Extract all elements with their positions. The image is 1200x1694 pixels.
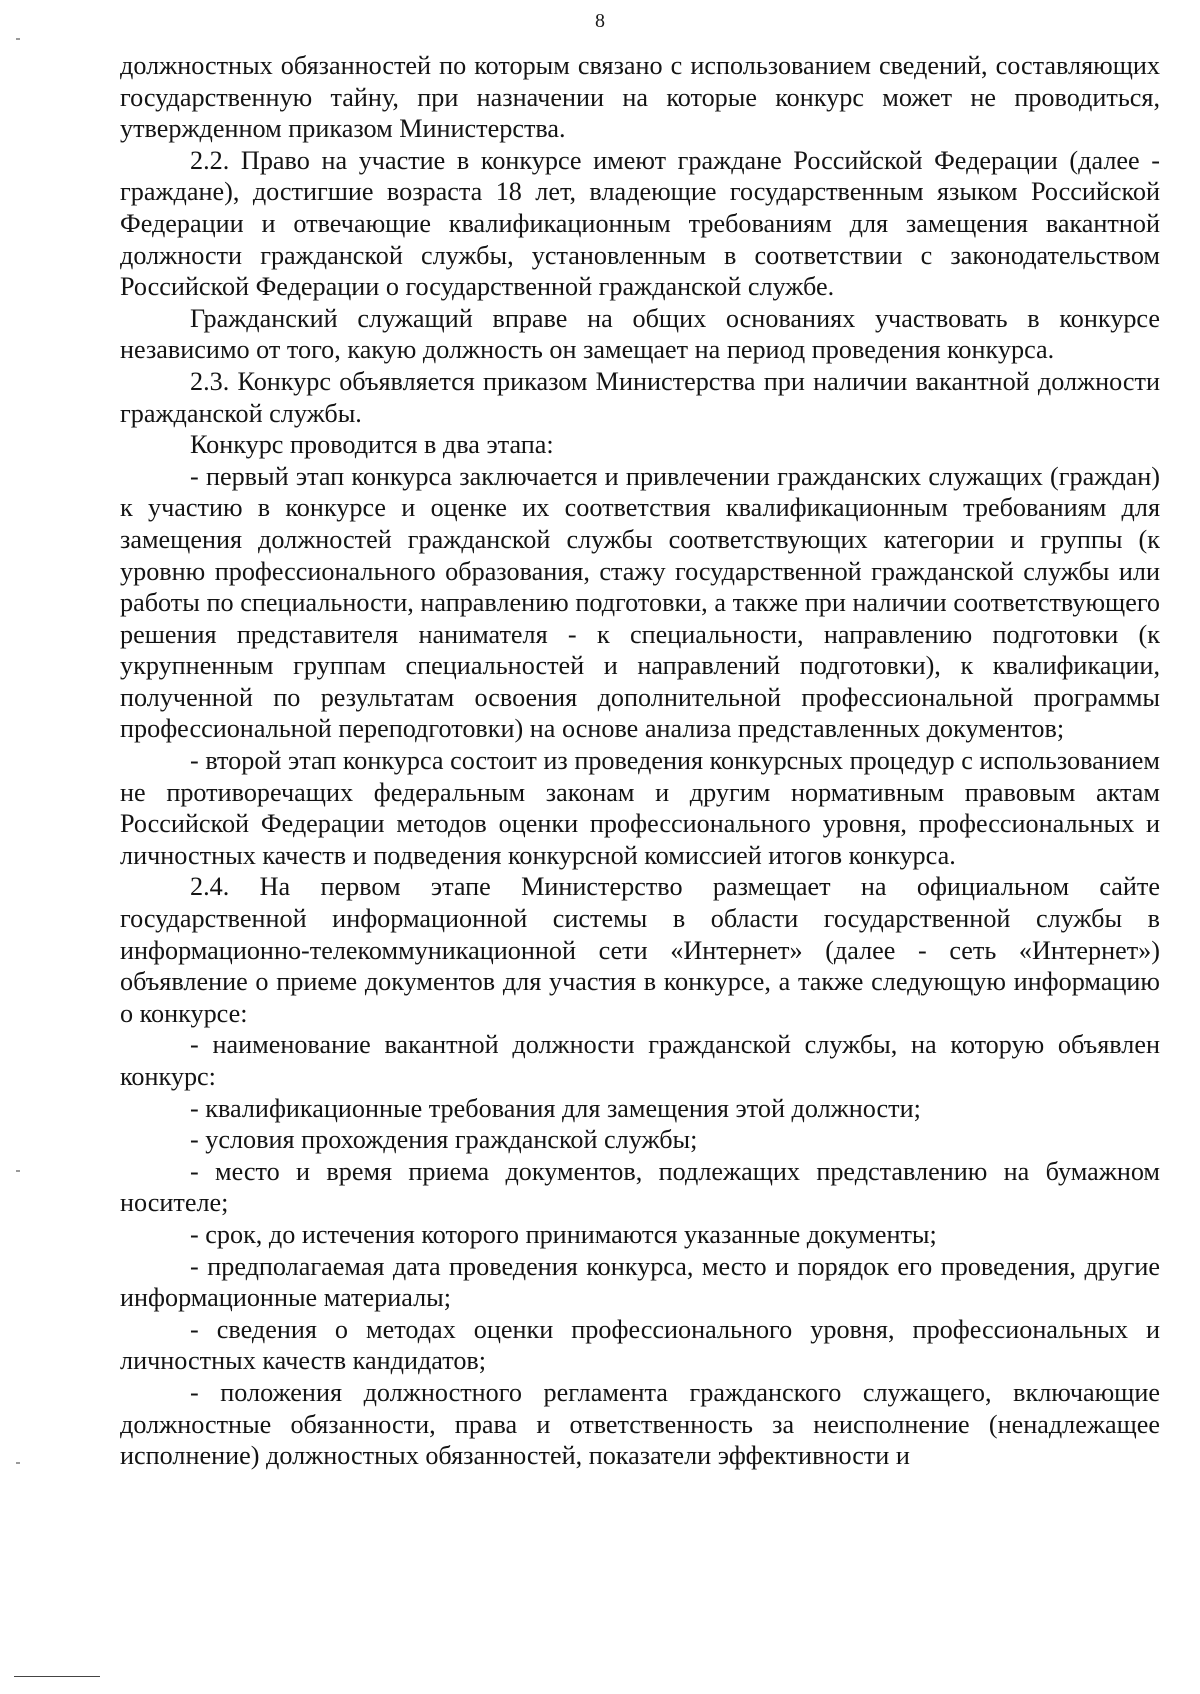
footnote-divider: [14, 1676, 100, 1677]
list-item-assessment-methods: - сведения о методах оценки профессионального уровня, профессиональных и личностных качеств кандидатов;: [120, 1314, 1160, 1376]
list-item-position-name: - наименование вакантной должности гражданской службы, на которую объявлен конкурс:: [120, 1030, 1160, 1091]
list-item-contest-date: - предполагаемая дата проведения конкурса, место и порядок его проведения, другие информационные материалы;: [120, 1251, 1160, 1313]
list-item-place-time: - место и время приема документов, подлежащих представлению на бумажном носителе;: [120, 1156, 1160, 1218]
page-number: 8: [595, 10, 605, 32]
scan-mark: [16, 38, 20, 40]
list-item-regulation: - положения должностного регламента гражданского служащего, включающие должностные обязанности, права и ответственность за неисполнение (ненадлежащее исполнение) должностных обязанностей, показатели эффективности и: [120, 1377, 1160, 1471]
paragraph-two-stages: Конкурс проводится в два этапа:: [190, 430, 554, 460]
paragraph-civil-servant-right: Гражданский служащий вправе на общих основаниях участвовать в конкурсе независимо от того, какую должность он замещает на период проведения конкурса.: [120, 303, 1160, 365]
scan-mark: [16, 1462, 20, 1464]
paragraph-continuation: должностных обязанностей по которым связано с использованием сведений, составляющих государственную тайну, при назначении на которые конкурс может не проводиться, утвержденном приказом Министерства.: [120, 51, 1160, 144]
list-item-deadline: - срок, до истечения которого принимаются указанные документы;: [190, 1219, 937, 1249]
document-body: [120, 50, 1160, 1472]
paragraph-2-3: 2.3. Конкурс объявляется приказом Министерства при наличии вакантной должности гражданской службы.: [120, 366, 1160, 428]
list-item-second-stage: - второй этап конкурса состоит из проведения конкурсных процедур с использованием не противоречащих федеральным законам и другим нормативным правовым актам Российской Федерации методов оценки профессионального уровня, профессиональных и личностных качеств и подведения конкурсной комиссией итогов конкурса.: [120, 746, 1160, 870]
paragraph-2-2: 2.2. Право на участие в конкурсе имеют граждане Российской Федерации (далее - граждане), достигшие возраста 18 лет, владеющие государственным языком Российской Федерации и отвечающие квалификационным требованиям для замещения вакантной должности гражданской службы, установленным в соответствии с законодательством Российской Федерации о государственной гражданской службе.: [120, 145, 1160, 302]
list-item-qualification: - квалификационные требования для замещения этой должности;: [190, 1093, 921, 1123]
paragraph-2-4: 2.4. На первом этапе Министерство размещает на официальном сайте государственной информационной системы в области государственной службы в информационно-телекоммуникационной сети «Интернет» (далее - сеть «Интернет») объявление о приеме документов для участия в конкурсе, а также следующую информацию о конкурсе:: [120, 872, 1160, 1028]
scan-mark: [16, 1170, 20, 1172]
list-item-first-stage: - первый этап конкурса заключается и привлечении гражданских служащих (граждан) к участию в конкурсе и оценке их соответствия квалификационным требованиям для замещения должностей гражданской службы соответствующих категории и группы (к уровню профессионального образования, стажу государственной гражданской службы или работы по специальности, направлению подготовки, а также при наличии соответствующего решения представителя нанимателя - к специальности, направлению подготовки (к укрупненным группам специальностей и направлений подготовки), к квалификации, полученной по результатам освоения дополнительной профессиональной программы профессиональной переподготовки) на основе анализа представленных документов;: [120, 461, 1160, 744]
list-item-service-conditions: - условия прохождения гражданской службы;: [190, 1125, 698, 1155]
